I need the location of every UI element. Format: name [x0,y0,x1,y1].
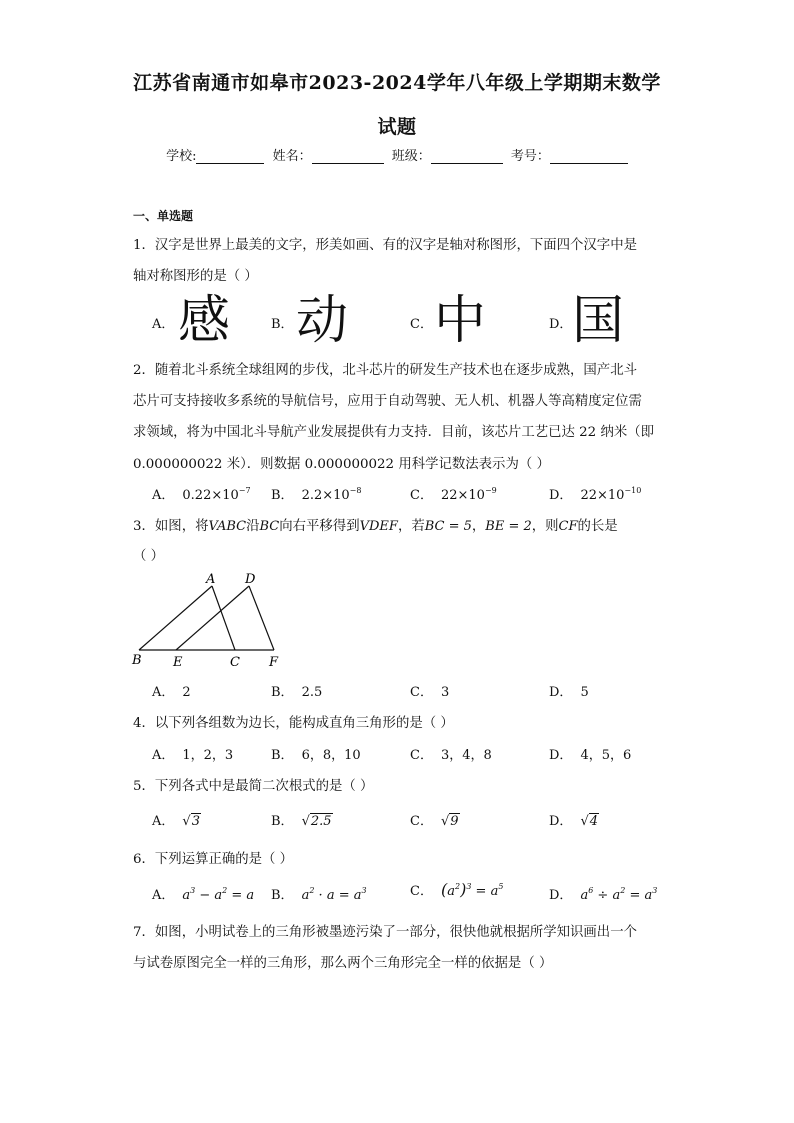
q2-option-a[interactable]: A． $0.22\times 10^{-7}$ [152,486,251,503]
q1-option-a-label: A． [152,317,175,332]
q2-option-b[interactable]: B． $2.2\times 10^{-8}$ [271,486,362,503]
question-4-line1: 4．以下列各组数为边长，能构成直角三角形的是（ ） [133,716,454,731]
name-field[interactable]: 姓名： [273,145,384,164]
q2-option-c[interactable]: C． $22\times 10^{-9}$ [410,486,497,503]
question-7-line2: 与试卷原图完全一样的三角形，那么两个三角形完全一样的依据是（ ） [133,956,553,971]
translation-triangle-figure [128,568,288,672]
label-c: C [230,655,240,670]
q1-option-b-label: B． [271,317,294,332]
class-field[interactable]: 班级： [392,145,503,164]
exam-title-line1: 江苏省南通市如皋市2023-2024学年八年级上学期期末数学 [133,72,661,94]
question-2-line1: 2．随着北斗系统全球组网的步伐，北斗芯片的研发生产技术也在逐步成熟，国产北斗 [133,363,637,378]
q3-option-c[interactable]: C． 3 [410,685,450,700]
segment-df [249,586,274,650]
label-a: A [206,572,216,587]
question-5-line1: 5．下列各式中是最简二次根式的是（ ） [133,779,374,794]
segment-ba [139,586,212,650]
q1-option-c-char: 中 [434,291,487,351]
q3-option-b[interactable]: B． 2.5 [271,685,323,700]
q5-option-d[interactable]: D． √4 [549,814,599,829]
q4-option-b[interactable]: B． 6，8，10 [271,748,361,763]
q1-option-b-char: 动 [296,291,349,351]
q5-option-a[interactable]: A． √3 [152,814,200,829]
q6-option-b[interactable]: B． $a^2 \cdot a = a^3$ [271,886,367,903]
label-f: F [269,655,279,670]
question-7-line1: 7．如图，小明试卷上的三角形被墨迹污染了一部分，很快他就根据所学知识画出一个 [133,925,637,940]
q2-option-d[interactable]: D． $22\times 10^{-10}$ [549,486,642,503]
q4-option-c[interactable]: C． 3，4，8 [410,748,492,763]
segment-ed [176,586,249,650]
question-3-line2: （ ） [133,549,165,564]
segment-ac [212,586,235,650]
question-2-line2: 芯片可支持接收多系统的导航信号，应用于自动驾驶、无人机、机器人等高精度定位需 [133,394,642,409]
q1-option-c-label: C． [410,317,433,332]
q4-option-a[interactable]: A． 1，2，3 [152,748,234,763]
q5-option-c[interactable]: C． √9 [410,814,459,829]
q1-option-a-char: 感 [178,291,231,351]
question-1-line2: 轴对称图形的是（ ） [133,269,258,284]
q1-option-d-label: D． [549,317,573,332]
q4-option-d[interactable]: D． 4，5，6 [549,748,632,763]
label-b: B [132,653,142,668]
question-2-line3: 求领域，将为中国北斗导航产业发展提供有力支持．目前，该芯片工艺已达 22 纳米（即 [133,425,655,440]
question-3-line1: 3．如图，将VABC沿BC向右平移得到VDEF，若BC = 5，BE = 2，则CF的长是 [133,519,618,534]
label-e: E [173,655,183,670]
question-6-line1: 6．下列运算正确的是（ ） [133,852,294,867]
question-2-line4: 0.000000022 米）．则数据 0.000000022 用科学记数法表示为（ ） [133,457,550,472]
student-info-row [0,145,794,164]
q6-option-a[interactable]: A． $a^3 - a^2 = a$ [152,886,255,903]
q6-option-d[interactable]: D． $a^6 \div a^2 = a^3$ [549,886,658,903]
section-heading: 一、单选题 [133,209,194,223]
q6-option-c[interactable]: C． $(a^2)^3 = a^5$ [410,880,504,899]
q3-option-d[interactable]: D． 5 [549,685,589,700]
school-field[interactable]: 学校: [166,145,264,164]
q3-option-a[interactable]: A． 2 [152,685,191,700]
exam-number-field[interactable]: 考号： [511,145,628,164]
question-1-line1: 1．汉字是世界上最美的文字，形美如画、有的汉字是轴对称图形，下面四个汉字中是 [133,238,637,253]
label-d: D [245,572,256,587]
q5-option-b[interactable]: B． √2.5 [271,814,332,829]
q1-option-d-char: 国 [572,291,625,351]
exam-title-line2: 试题 [377,116,417,138]
